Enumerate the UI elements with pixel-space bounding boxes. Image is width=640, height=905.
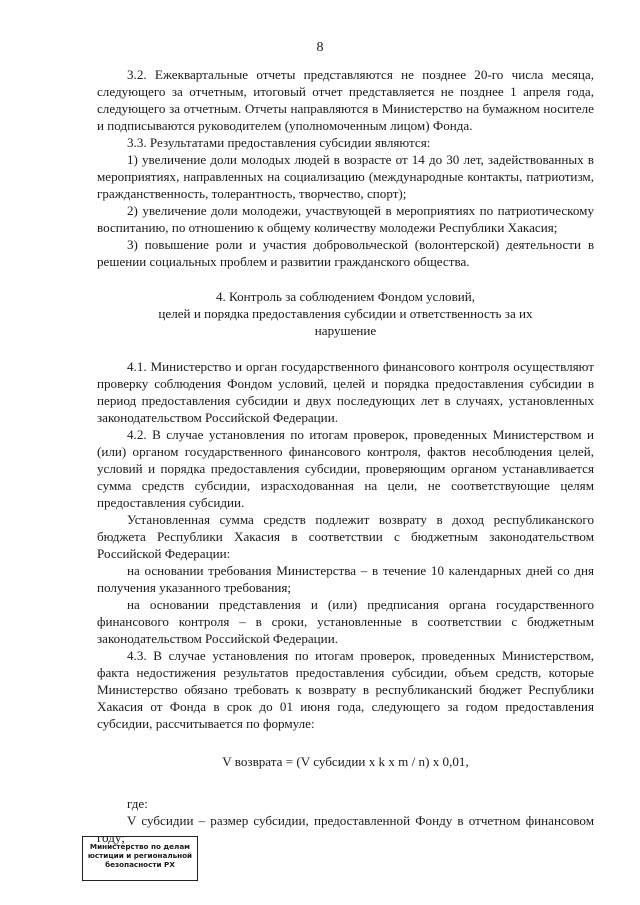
heading-line-1: 4. Контроль за соблюдением Фондом условий, — [215, 289, 476, 304]
paragraph-4-2: 4.2. В случае установления по итогам проверок, проведенных Министерством и (или) органом государственного финансового контроля, фактов несоблюдения целей, условий и порядка предоставления субсидии, проверяющим органом устанавливается сумма средств субсидии, израсходованная на цели, не соответствующие целям предоставления субсидии. — [97, 427, 594, 510]
ministry-stamp — [82, 836, 198, 881]
page-number: 8 — [316, 40, 324, 55]
paragraph-control-order: на основании представления и (или) предписания органа государственного финансового контроля – в сроки, установленные в соответствии с бюджетным законодательством Российской Федерации. — [97, 597, 594, 646]
stamp-line-1: Министерство по делам — [89, 842, 191, 851]
result-item-1: 1) увеличение доли молодых людей в возрасте от 14 до 30 лет, задействованных в мероприятиях, направленных на социализацию (международные контакты, патриотизм, гражданственность, толерантность, творчество, спорт); — [97, 152, 594, 201]
paragraph-ministry-demand: на основании требования Министерства – в течение 10 календарных дней со дня получения указанного требования; — [97, 563, 594, 595]
result-item-3: 3) повышение роли и участия добровольческой (волонтерской) деятельности в решении социальных проблем и развитии гражданского общества. — [97, 237, 594, 269]
section-4-heading — [97, 288, 594, 339]
stamp-line-3: безопасности РХ — [105, 860, 175, 869]
paragraph-refund: Установленная сумма средств подлежит возврату в доход республиканского бюджета Республики Хакасия в соответствии с бюджетным законодательством Российской Федерации: — [97, 512, 594, 561]
formula-definition-v-subsidy: V субсидии – размер субсидии, предоставленной Фонду в отчетном финансовом году; — [97, 813, 594, 845]
document-body — [97, 66, 594, 846]
heading-line-2: целей и порядка предоставления субсидии и ответственность за их — [158, 306, 533, 321]
heading-line-3: нарушение — [314, 323, 377, 338]
paragraph-4-3: 4.3. В случае установления по итогам проверок, проведенных Министерством, факта недостижения результатов предоставления субсидии, объем средств, которые Министерство обязано требовать к возврату в республиканский бюджет Республики Хакасия от Фонда в срок до 01 июня года, следующего за годом предоставления субсидии, рассчитывается по формуле: — [97, 648, 594, 731]
formula-where-label: где: — [127, 796, 148, 811]
refund-formula: V возврата = (V субсидии x k x m / n) x 0,01, — [222, 754, 469, 769]
paragraph-3-3: 3.3. Результатами предоставления субсидии являются: — [127, 135, 431, 150]
paragraph-4-1: 4.1. Министерство и орган государственного финансового контроля осуществляют проверку соблюдения Фондом условий, целей и порядка предоставления субсидии в период предоставления субсидии и двух последующих лет в случаях, установленных законодательством Российской Федерации. — [97, 359, 594, 425]
stamp-line-2: юстиции и региональной — [87, 851, 193, 860]
result-item-2: 2) увеличение доли молодежи, участвующей в мероприятиях по патриотическому воспитанию, по отношению к общему количеству молодежи Республики Хакасия; — [97, 203, 594, 235]
paragraph-3-2: 3.2. Ежеквартальные отчеты представляются не позднее 20-го числа месяца, следующего за отчетным, итоговый отчет представляется не позднее 1 апреля года, следующего за отчетным. Отчеты направляются в Министерство на бумажном носителе и подписываются руководителем (уполномоченным лицом) Фонда. — [97, 67, 594, 133]
